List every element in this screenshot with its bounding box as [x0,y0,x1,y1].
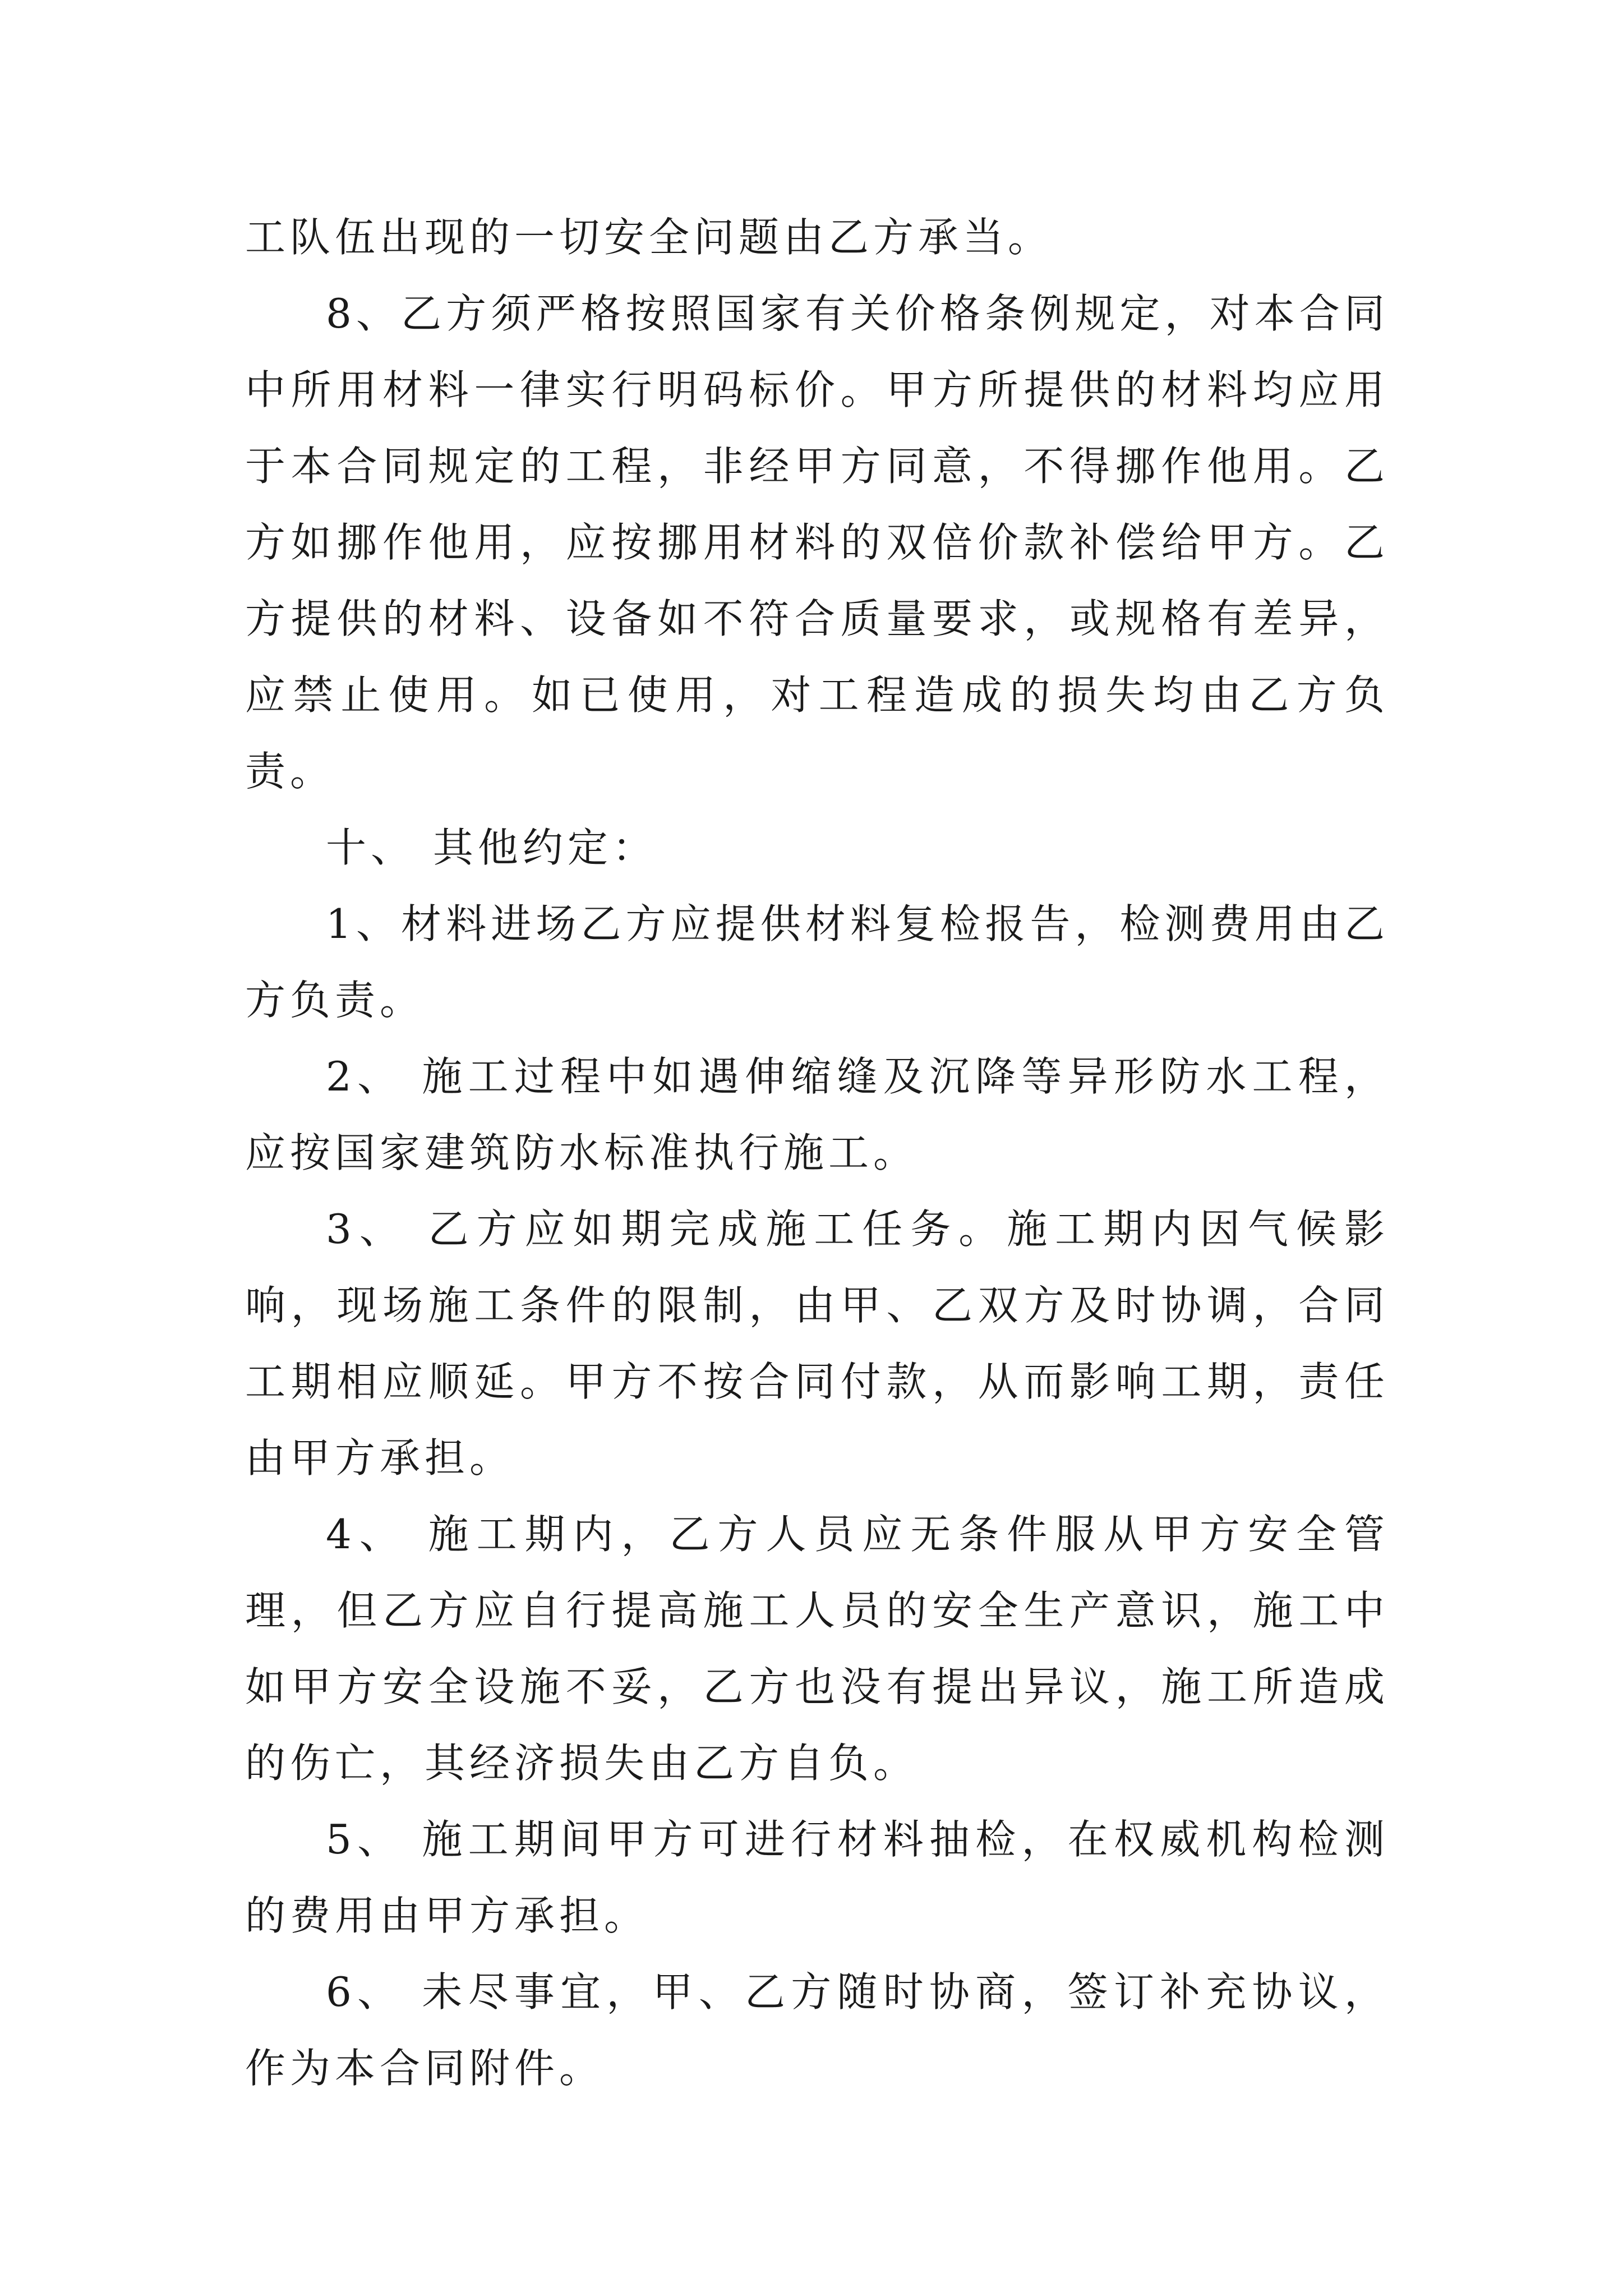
document-body [245,199,1389,2106]
paragraph-clause-2-waterproofing: 2、 施工过程中如遇伸缩缝及沉降等异形防水工程，应按国家建筑防水标准执行施工。 [245,1053,1389,1176]
paragraph-clause-3-schedule: 3、 乙方应如期完成施工任务。施工期内因气候影响，现场施工条件的限制，由甲、乙双方及时协调，合同工期相应顺延。甲方不按合同付款，从而影响工期，责任由甲方承担。 [245,1205,1389,1481]
paragraph-clause-8-materials: 8、乙方须严格按照国家有关价格条例规定，对本合同中所用材料一律实行明码标价。甲方所提供的材料均应用于本合同规定的工程，非经甲方同意，不得挪作他用。乙方如挪作他用，应按挪用材料的双倍价款补偿给甲方。乙方提供的材料、设备如不符合质量要求，或规格有差异，应禁止使用。如已使用，对工程造成的损失均由乙方负责。 [245,290,1389,795]
paragraph-clause-5-sampling: 5、 施工期间甲方可进行材料抽检，在权威机构检测的费用由甲方承担。 [245,1816,1389,1939]
paragraph-clause-6-supplement: 6、 未尽事宜，甲、乙方随时协商，签订补充协议，作为本合同附件。 [245,1968,1389,2092]
paragraph-clause-4-safety: 4、 施工期内，乙方人员应无条件服从甲方安全管理，但乙方应自行提高施工人员的安全生产意识，施工中如甲方安全设施不妥，乙方也没有提出异议，施工所造成的伤亡，其经济损失由乙方自负。 [245,1511,1389,1787]
paragraph-safety-responsibility: 工队伍出现的一切安全问题由乙方承当。 [245,214,1053,261]
section-heading-other-agreements: 十、 其他约定： [326,824,657,871]
paragraph-clause-1-inspection: 1、材料进场乙方应提供材料复检报告，检测费用由乙方负责。 [245,900,1389,1024]
